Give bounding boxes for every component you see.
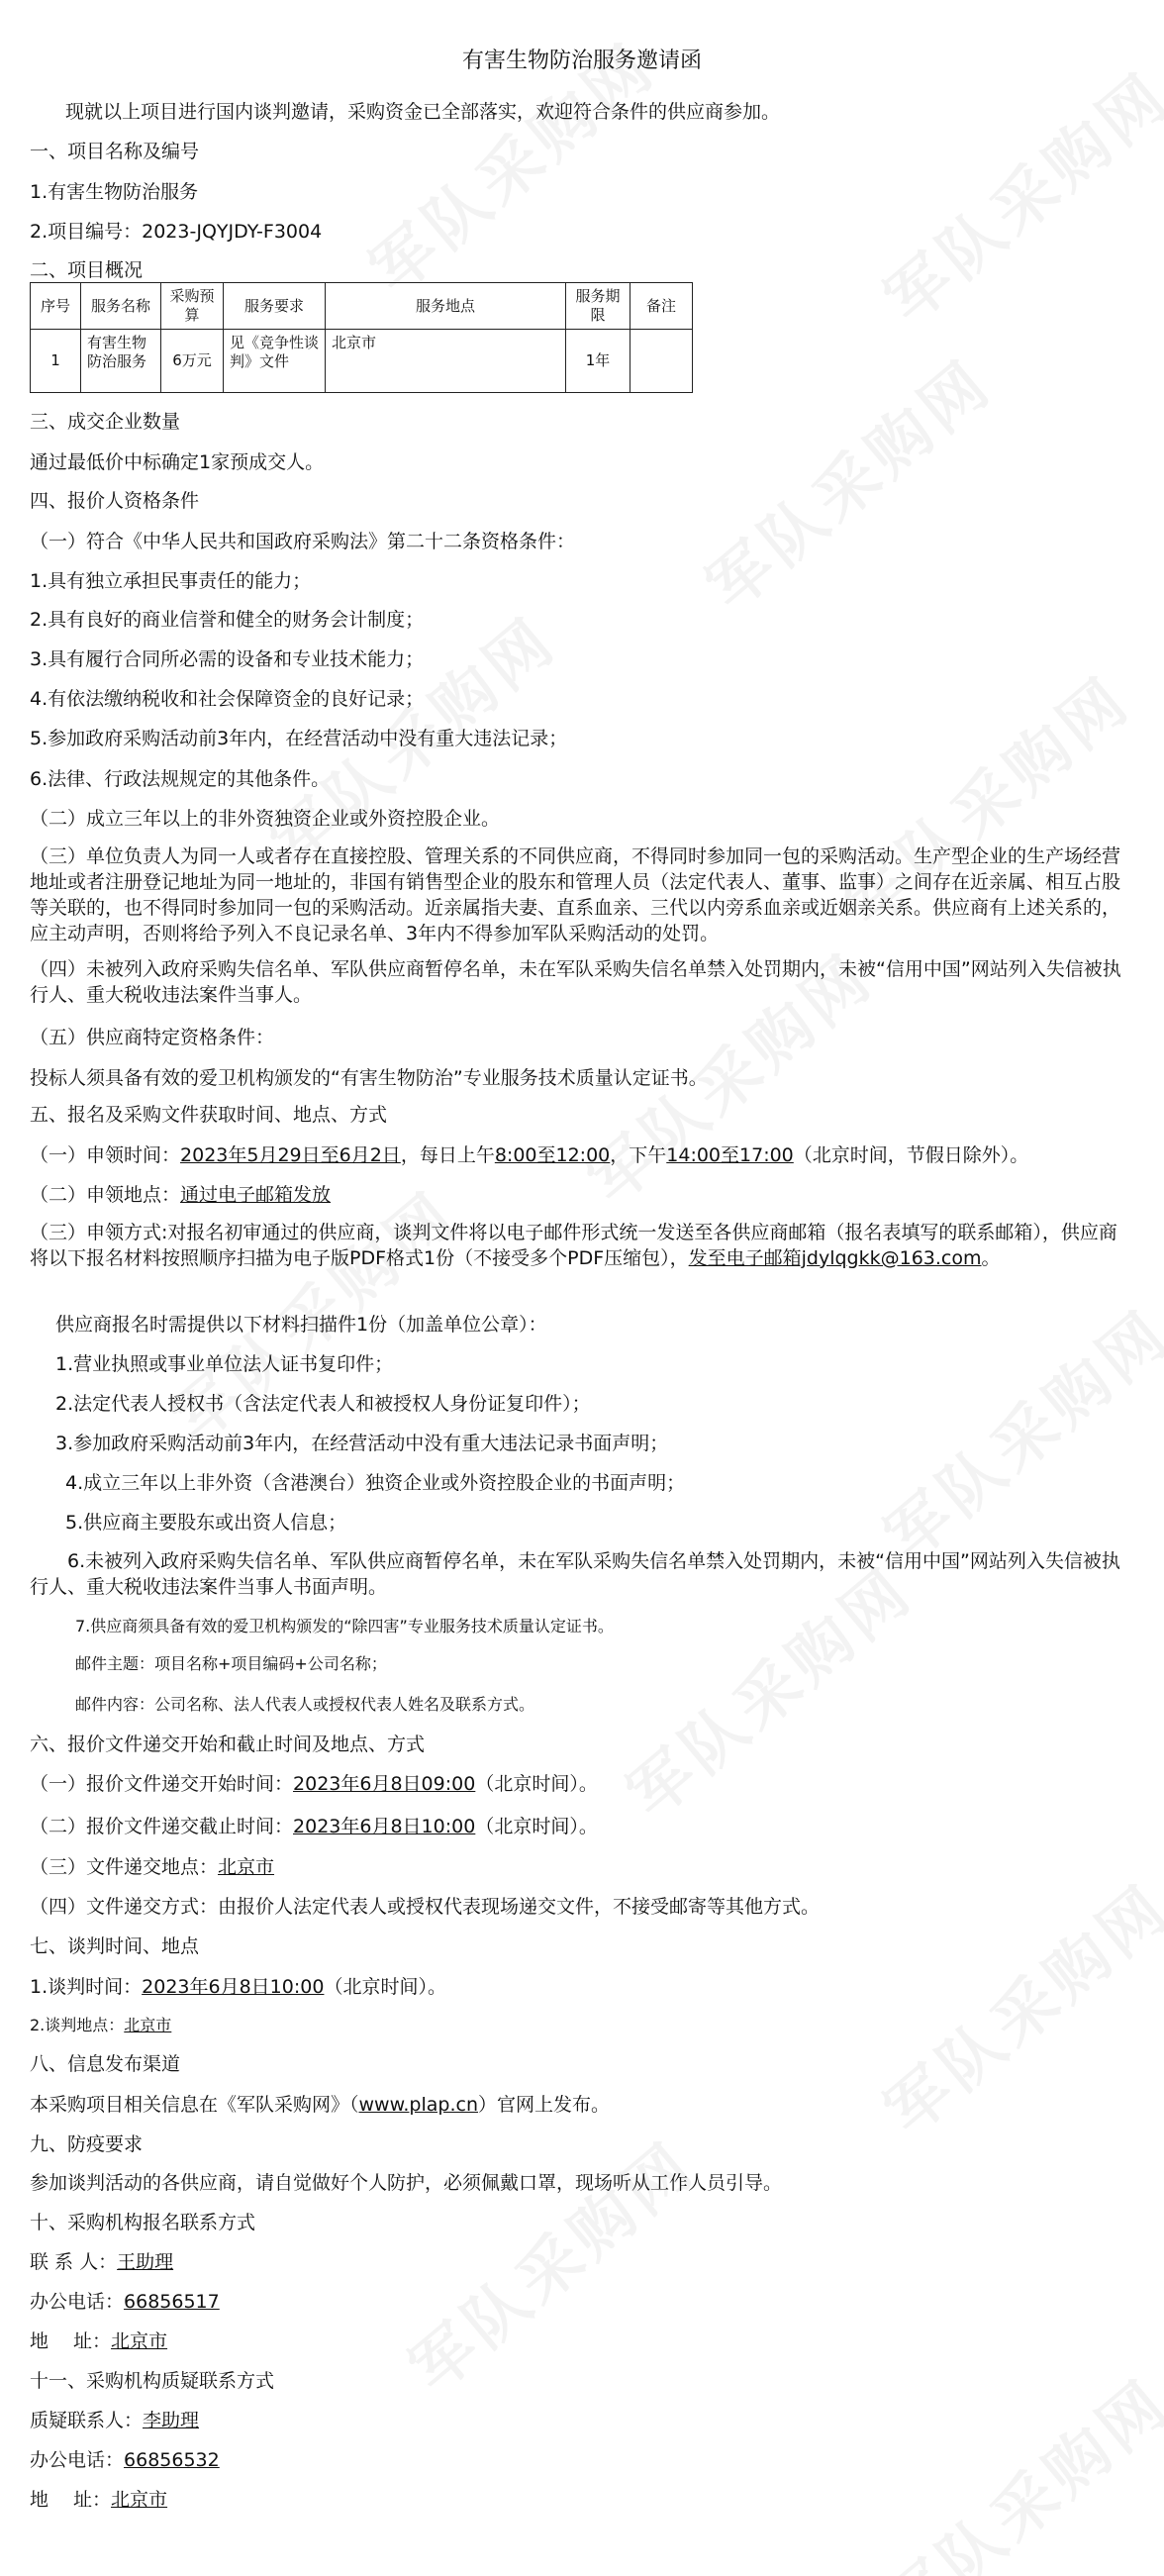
qualification-1: （一）符合《中华人民共和国政府采购法》第二十二条资格条件： <box>30 531 576 552</box>
inquiry-phone-number: 66856532 <box>124 2449 220 2471</box>
label: 办公电话： <box>30 2449 125 2471</box>
label: （三）文件递交地点： <box>30 1856 219 1878</box>
table-header-row <box>31 283 693 330</box>
section-7-heading: 七、谈判时间、地点 <box>30 1935 200 1957</box>
watermark <box>684 335 1008 627</box>
submission-start <box>30 1772 598 1796</box>
table-cell: 1年 <box>566 330 630 393</box>
watermark <box>862 2354 1164 2576</box>
submission-method: （四）文件递交方式：由报价人法定代表人或授权代表现场递交文件，不接受邮寄等其他方式。 <box>30 1896 821 1918</box>
section-3-heading: 三、成交企业数量 <box>30 411 181 433</box>
morning-hours: 8:00至12:00 <box>494 1144 611 1166</box>
label: （二）申领地点： <box>30 1184 181 1206</box>
qualification-item: 6.法律、行政法规规定的其他条件。 <box>30 768 331 790</box>
application-place <box>30 1183 331 1207</box>
table-header-cell: 服务地点 <box>326 283 566 330</box>
material-item: 7.供应商须具备有效的爱卫机构颁发的“除四害”专业服务技术质量认定证书。 <box>75 1617 614 1635</box>
text: 。 <box>981 1247 1001 1269</box>
inquiry-phone <box>30 2448 220 2472</box>
winner-count-text: 通过最低价中标确定1家预成交人。 <box>30 451 325 473</box>
address <box>30 2329 167 2353</box>
contact-name: 王助理 <box>117 2251 174 2273</box>
table-cell: 见《竞争性谈判》文件 <box>224 330 326 393</box>
afternoon-hours: 14:00至17:00 <box>666 1144 794 1166</box>
material-item: 1.营业执照或事业单位法人证书复印件； <box>55 1353 394 1375</box>
text: （三）申领方式:对报名初审通过的供应商，谈判文件将以电子邮件形式统一发送至各供应商邮箱（报名表填写的联系邮箱），供应商将以下报名材料按照顺序扫描为电子版PDF格式1份（不接受多个PDF压缩包）， <box>30 1222 1117 1269</box>
negotiation-time-value: 2023年6月8日10:00 <box>142 1976 325 1998</box>
text: （北京时间）。 <box>475 1816 598 1837</box>
table-cell: 有害生物防治服务 <box>81 330 161 393</box>
label: （一）报价文件递交开始时间： <box>30 1773 294 1795</box>
negotiation-place-value: 北京市 <box>124 2016 172 2034</box>
watermark <box>387 2117 711 2409</box>
section-1-heading: 一、项目名称及编号 <box>30 141 200 162</box>
page-title: 有害生物防治服务邀请函 <box>461 49 702 73</box>
negotiation-time <box>30 1975 446 1999</box>
label: 联 系 人： <box>30 2251 118 2273</box>
negotiation-place <box>30 2014 171 2037</box>
qualification-2: （二）成立三年以上的非外资独资企业或外资控股企业。 <box>30 808 501 830</box>
section-10-heading: 十、采购机构报名联系方式 <box>30 2212 256 2233</box>
label: 地 址： <box>30 2489 112 2511</box>
table-header-cell: 服务要求 <box>224 283 326 330</box>
email-content: 邮件内容：公司名称、法人代表人或授权代表人姓名及联系方式。 <box>75 1695 535 1714</box>
table-header-cell: 备注 <box>630 283 693 330</box>
table-header-cell: 服务名称 <box>81 283 161 330</box>
label: 2.谈判地点： <box>30 2016 125 2034</box>
application-place-value: 通过电子邮箱发放 <box>180 1184 332 1206</box>
section-2-heading: 二、项目概况 <box>30 259 144 281</box>
table-header-cell: 采购预算 <box>161 283 224 330</box>
inquiry-contact-name: 李助理 <box>143 2410 200 2431</box>
material-item: 2.法定代表人授权书（含法定代表人和被授权人身份证复印件）； <box>55 1393 591 1415</box>
qualification-item: 2.具有良好的商业信誉和健全的财务会计制度； <box>30 609 425 631</box>
phone-number: 66856517 <box>124 2291 220 2313</box>
intro-paragraph: 现就以上项目进行国内谈判邀请，采购资金已全部落实，欢迎符合条件的供应商参加。 <box>65 101 781 123</box>
email-subject: 邮件主题：项目名称+项目编码+公司名称； <box>75 1654 387 1673</box>
qualification-5-text: 投标人须具备有效的爱卫机构颁发的“有害生物防治”专业服务技术质量认定证书。 <box>30 1067 708 1089</box>
text: （北京时间）。 <box>475 1773 598 1795</box>
qualification-item: 3.具有履行合同所必需的设备和专业技术能力； <box>30 648 425 670</box>
label: 1.谈判时间： <box>30 1976 143 1998</box>
qualification-item: 1.具有独立承担民事责任的能力； <box>30 570 312 592</box>
text: （北京时间）。 <box>324 1976 446 1998</box>
publication-channel <box>30 2093 610 2117</box>
table-cell: 6万元 <box>161 330 224 393</box>
label: （二）报价文件递交截止时间： <box>30 1816 294 1837</box>
submission-start-time: 2023年6月8日09:00 <box>293 1773 476 1795</box>
contact-person <box>30 2250 173 2274</box>
material-item: 5.供应商主要股东或出资人信息； <box>65 1512 347 1534</box>
label: 质疑联系人： <box>30 2410 144 2431</box>
table-cell <box>630 330 693 393</box>
text: （北京时间，节假日除外）。 <box>793 1144 1029 1166</box>
material-item: 6.未被列入政府采购失信名单、军队供应商暂停名单，未在军队采购失信名单禁入处罚期内，未被“信用中国”网站列入失信被执行人、重大税收违法案件当事人书面声明。 <box>30 1550 1120 1598</box>
watermark <box>862 1285 1164 1577</box>
table-row <box>31 330 693 393</box>
application-dates: 2023年5月29日至6月2日 <box>180 1144 401 1166</box>
section-8-heading: 八、信息发布渠道 <box>30 2053 181 2075</box>
table-cell: 1 <box>31 330 81 393</box>
table-cell: 北京市 <box>326 330 566 393</box>
office-phone <box>30 2290 220 2314</box>
text: ，下午 <box>610 1144 667 1166</box>
material-item: 3.参加政府采购活动前3年内，在经营活动中没有重大违法记录书面声明； <box>55 1433 669 1454</box>
submission-end <box>30 1815 598 1838</box>
qualification-item: 5.参加政府采购活动前3年内，在经营活动中没有重大违法记录； <box>30 728 568 749</box>
project-name: 1.有害生物防治服务 <box>30 181 199 203</box>
website-link[interactable]: www.plap.cn <box>358 2094 479 2116</box>
inquiry-address-value: 北京市 <box>111 2489 168 2511</box>
section-4-heading: 四、报价人资格条件 <box>30 490 200 512</box>
table-header-cell: 序号 <box>31 283 81 330</box>
materials-intro: 供应商报名时需提供以下材料扫描件1份（加盖单位公章）： <box>55 1314 547 1336</box>
qualification-5: （五）供应商特定资格条件： <box>30 1027 275 1048</box>
address-value: 北京市 <box>111 2330 168 2352</box>
section-11-heading: 十一、采购机构质疑联系方式 <box>30 2370 275 2392</box>
qualification-3: （三）单位负责人为同一人或者存在直接控股、管理关系的不同供应商，不得同时参加同一包的采购活动。生产型企业的生产场经营地址或者注册登记地址为同一地址的，非国有销售型企业的股东和管理人员（法定代表人、董事、监事）之间存在近亲属、相互占股等关联的，也不得同时参加同一包的采购活动。近亲属指夫妻、直系血亲、三代以内旁系血亲或近姻亲关系。供应商有上述关系的，应主动声明，否则将给予列入不良记录名单、3年内不得参加军队采购活动的处罚。 <box>30 845 1121 944</box>
application-time <box>30 1143 1028 1167</box>
section-5-heading: 五、报名及采购文件获取时间、地点、方式 <box>30 1104 388 1126</box>
inquiry-contact <box>30 2409 199 2432</box>
qualification-item: 4.有依法缴纳税收和社会保障资金的良好记录； <box>30 688 425 710</box>
label: （一）申领时间： <box>30 1144 181 1166</box>
material-item: 4.成立三年以上非外资（含港澳台）独资企业或外资控股企业的书面声明； <box>65 1472 686 1494</box>
watermark <box>862 1859 1164 2151</box>
project-code: 2.项目编号：2023-JQYJDY-F3004 <box>30 221 323 243</box>
table-header-cell: 服务期限 <box>566 283 630 330</box>
qualification-4: （四）未被列入政府采购失信名单、军队供应商暂停名单，未在军队采购失信名单禁入处罚期内，未被“信用中国”网站列入失信被执行人、重大税收违法案件当事人。 <box>30 958 1121 1006</box>
label: 办公电话： <box>30 2291 125 2313</box>
overview-table <box>30 282 693 393</box>
epidemic-requirement: 参加谈判活动的各供应商，请自觉做好个人防护，必须佩戴口罩，现场听从工作人员引导。 <box>30 2172 783 2194</box>
application-method <box>30 1220 1134 1271</box>
text: ，每日上午 <box>400 1144 495 1166</box>
section-9-heading: 九、防疫要求 <box>30 2133 144 2155</box>
submission-place-value: 北京市 <box>218 1856 275 1878</box>
watermark <box>862 48 1164 340</box>
submission-end-time: 2023年6月8日10:00 <box>293 1816 476 1837</box>
inquiry-address <box>30 2488 167 2512</box>
section-6-heading: 六、报价文件递交开始和截止时间及地点、方式 <box>30 1734 426 1755</box>
text: 本采购项目相关信息在《军队采购网》（ <box>30 2094 359 2116</box>
label: 地 址： <box>30 2330 112 2352</box>
email-link[interactable]: 发至电子邮箱jdylqgkk@163.com <box>688 1247 982 1269</box>
text: ）官网上发布。 <box>478 2094 611 2116</box>
submission-place <box>30 1855 274 1879</box>
